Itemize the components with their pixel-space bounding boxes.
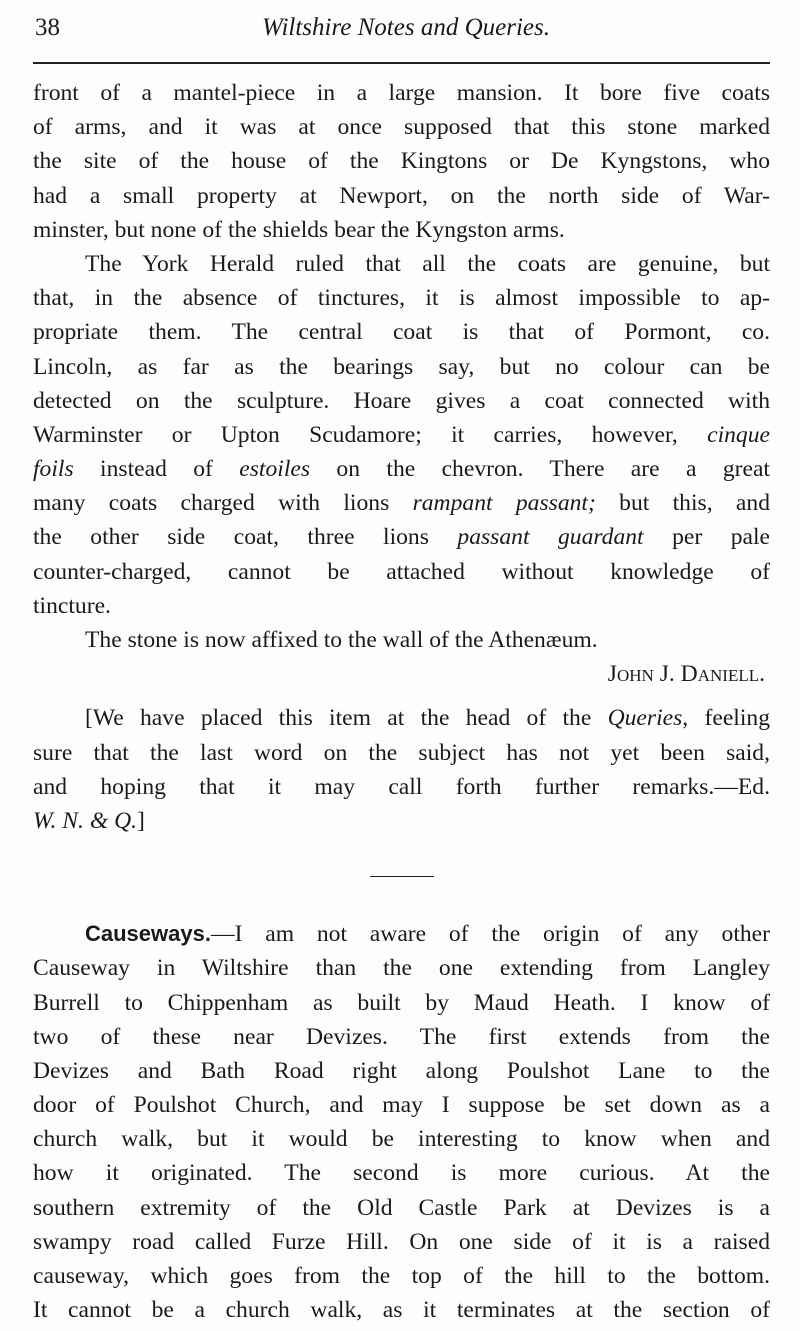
italic-text: estoiles [239, 456, 311, 483]
text-line [33, 315, 770, 349]
text-run: The stone is now affixed to the wall of the Athenæum. [85, 627, 598, 653]
signature [33, 657, 770, 691]
text-line [33, 384, 770, 418]
text-run: of arms, and it was at once supposed that this stone marked [33, 114, 770, 141]
text-run: instead of [73, 456, 240, 483]
text-line [33, 770, 770, 804]
text-line [33, 452, 770, 486]
text-run: but this, and [595, 490, 770, 517]
text-run: many coats charged with lions [33, 490, 413, 517]
paragraph [33, 623, 770, 657]
text-run: southern extremity of the Old Castle Park at Devizes is a [33, 1194, 770, 1221]
page-body [33, 76, 770, 1327]
section-heading: Causeways. [85, 921, 211, 947]
text-run: that, in the absence of tinctures, it is almost impossible to ap- [33, 285, 770, 312]
text-run: Devizes and Bath Road right along Poulshot Lane to the [33, 1057, 770, 1084]
text-run: how it originated. The second is more curious. At the [33, 1160, 770, 1187]
text-line [33, 1259, 770, 1293]
text-line [33, 736, 770, 770]
text-run: It cannot be a church walk, as it terminates at the section of [33, 1297, 770, 1324]
text-run: Causeway in Wiltshire than the one extending from Langley [33, 955, 770, 982]
section-separator [370, 876, 434, 877]
italic-text: passant guardant [457, 524, 644, 551]
text-run: counter-charged, cannot be attached without knowledge of [33, 558, 770, 585]
paragraph [33, 701, 770, 838]
text-run: two of these near Devizes. The first extends from the [33, 1023, 770, 1050]
text-line [33, 281, 770, 315]
text-line [33, 418, 770, 452]
text-line [33, 701, 770, 735]
text-run: sure that the last word on the subject has not yet been said, [33, 739, 770, 766]
running-title: Wiltshire Notes and Queries. [262, 14, 550, 41]
text-line [33, 917, 770, 951]
text-line [33, 1293, 770, 1327]
text-line [33, 657, 770, 691]
text-run: and hoping that it may call forth further remarks.—Ed. [33, 773, 770, 800]
text-run: ] [137, 807, 145, 834]
text-run: on the chevron. There are a great [310, 456, 770, 483]
text-run: causeway, which goes from the top of the hill to the bottom. [33, 1263, 770, 1289]
text-line [33, 986, 770, 1020]
text-run: detected on the sculpture. Hoare gives a coat connected with [33, 387, 770, 414]
text-line [33, 1225, 770, 1259]
italic-text: rampant passant; [412, 490, 596, 517]
italic-text: cinque [707, 421, 770, 448]
text-line [33, 1054, 770, 1088]
text-run: door of Poulshot Church, and may I suppose be set down as a [33, 1092, 770, 1119]
text-line [33, 350, 770, 384]
paragraph [33, 247, 770, 623]
text-line [33, 520, 770, 554]
text-run: The York Herald ruled that all the coats are genuine, but [85, 250, 770, 277]
paragraph [33, 917, 770, 1327]
text-line [33, 1088, 770, 1122]
paragraph-gap [33, 691, 770, 701]
text-line [33, 951, 770, 985]
text-line [33, 144, 770, 178]
text-line [33, 555, 770, 589]
italic-text: foils [33, 456, 74, 483]
text-run: swampy road called Furze Hill. On one side of it is a raised [33, 1228, 770, 1255]
paragraph [33, 76, 770, 247]
text-run: Warminster or Upton Scudamore; it carries, however, [33, 421, 708, 448]
text-line [33, 589, 770, 623]
text-run: [We have placed this item at the head of the [85, 705, 608, 732]
text-run: per pale [643, 524, 770, 551]
text-run: church walk, but it would be interesting to know when and [33, 1126, 770, 1153]
text-run: had a small property at Newport, on the north side of War- [33, 182, 770, 209]
text-run: —I am not aware of the origin of any other [210, 921, 770, 948]
text-run: minster, but none of the shields bear the Kyngston arms. [33, 216, 565, 243]
text-line [33, 1191, 770, 1225]
text-line [33, 247, 770, 281]
text-line [33, 623, 770, 657]
text-run: the site of the house of the Kingtons or De Kyngstons, who [33, 148, 770, 175]
text-run: tincture. [33, 592, 111, 619]
text-line [33, 1020, 770, 1054]
text-line [33, 1156, 770, 1190]
text-run: propriate them. The central coat is that of Pormont, co. [33, 319, 770, 346]
text-line [33, 486, 770, 520]
text-run: , feeling [682, 705, 770, 732]
text-run: Burrell to Chippenham as built by Maud Heath. I know of [33, 989, 770, 1016]
text-line [33, 1122, 770, 1156]
italic-text: Queries [607, 705, 683, 732]
italic-text: W. N. & Q. [33, 807, 138, 834]
text-line [33, 804, 770, 838]
text-run: the other side coat, three lions [33, 524, 458, 551]
text-line [33, 179, 770, 213]
text-run: front of a mantel-piece in a large mansion. It bore five coats [33, 80, 770, 106]
text-line [33, 213, 770, 247]
text-line [33, 76, 770, 110]
page-number: 38 [35, 14, 60, 41]
header-rule [33, 62, 770, 64]
text-line [33, 110, 770, 144]
text-run: Lincoln, as far as the bearings say, but no colour can be [33, 353, 770, 380]
text-run: John J. Daniell. [607, 661, 765, 688]
